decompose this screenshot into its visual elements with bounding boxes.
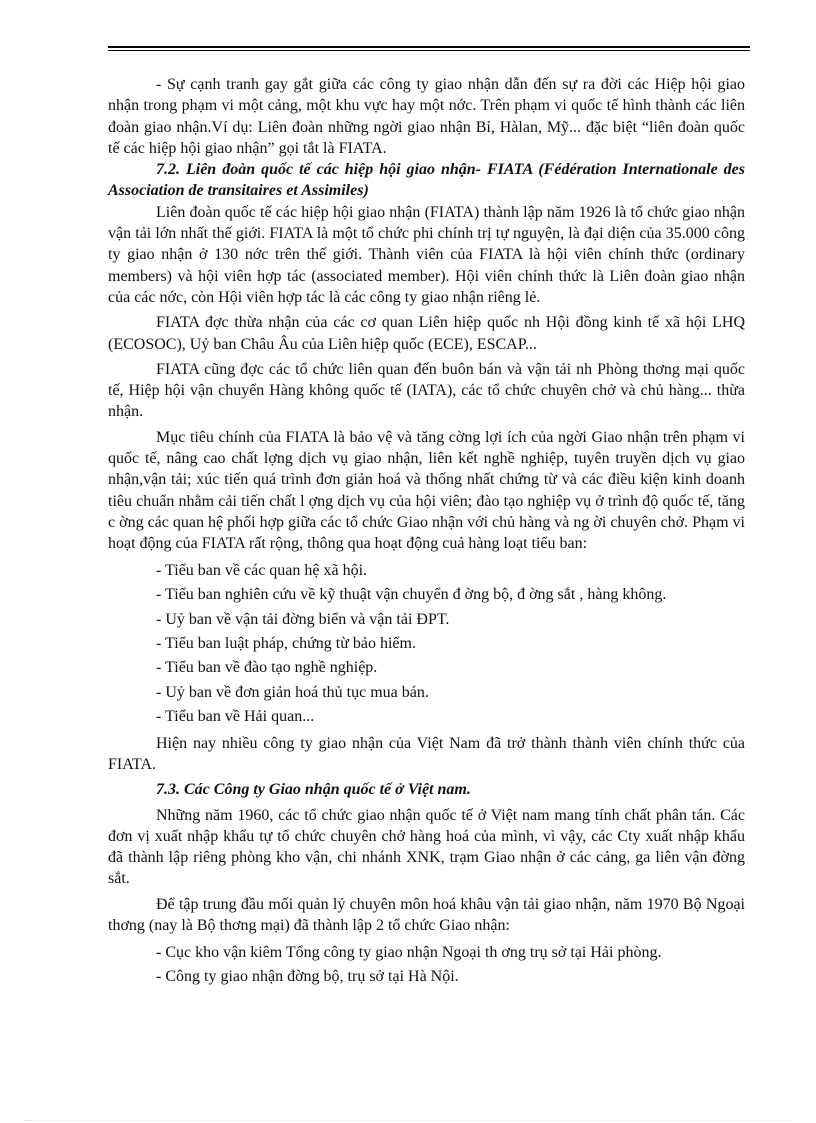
header-rule-thin — [108, 50, 750, 51]
paragraph-fiata-recognition: FIATA đợc thừa nhận của các cơ quan Liên hiệp quốc nh Hội đồng kinh tế xã hội LHQ (ECOSOC), Uỷ ban Châu Âu của Liên hiệp quốc (ECE), ESCAP... — [108, 314, 745, 353]
list-item: - Uỷ ban về vận tải đờng biển và vận tải ĐPT. — [156, 610, 450, 628]
list-item: - Tiểu ban về Hải quan... — [156, 707, 315, 725]
list-item: - Uỷ ban về đơn giản hoá thủ tục mua bán. — [156, 683, 429, 701]
header-rule — [108, 46, 750, 48]
section-heading-7-2: 7.2. Liên đoàn quốc tế các hiệp hội giao nhận- FIATA (Fédération Internationale des Association de transitaires et Assimiles) — [108, 161, 745, 200]
paragraph-vietnam-1960s: Những năm 1960, các tổ chức giao nhận quốc tế ở Việt nam mang tính chất phân tán. Các đơn vị xuất nhập khẩu tự tổ chức chuyên chở hàng hoá của mình, vì vậy, các Cty xuất nhập khẩu đã thành lập riêng phòng kho vận, chi nhánh XNK, trạm Giao nhận ở các cảng, ga liên vận đờng sắt. — [108, 806, 745, 888]
list-item: - Tiểu ban về các quan hệ xã hội. — [156, 562, 368, 580]
list-item: - Tiểu ban về đào tạo nghề nghiệp. — [156, 659, 378, 677]
paragraph-intro: - Sự cạnh tranh gay gắt giữa các công ty giao nhận dẫn đến sự ra đời các Hiệp hội giao nhận trong phạm vi một cảng, một khu vực hay một nớc. Trên phạm vi quốc tế hình thành các liên đoàn giao nhận.Ví dụ: Liên đoàn những ngời giao nhận Bỉ, Hàlan, Mỹ... đặc biệt “liên đoàn quốc tế các hiệp hội giao nhận” gọi tắt là FIATA. — [108, 76, 745, 157]
footer-rule — [24, 1120, 792, 1121]
list-item: - Cục kho vận kiêm Tổng công ty giao nhận Ngoại th ơng trụ sở tại Hải phòng. — [156, 943, 662, 961]
paragraph-fiata-also-recognized: FIATA cũng đợc các tổ chức liên quan đến buôn bán và vận tải nh Phòng thơng mại quốc tế, Hiệp hội vận chuyển Hàng không quốc tế (IATA), các tổ chức chuyên chở và chủ hàng... thừa nhận. — [108, 360, 745, 421]
list-item: - Tiểu ban nghiên cứu về kỹ thuật vận chuyển đ ờng bộ, đ ờng sắt , hàng không. — [156, 586, 667, 604]
paragraph-fiata-objectives: Mục tiêu chính của FIATA là bảo vệ và tăng cờng lợi ích của ngời Giao nhận trên phạm vi quốc tế, nâng cao chất lợng dịch vụ giao nhận, liên kết nghề nghiệp, tuyên truyền dịch vụ giao nhận,vận tải; xúc tiến quá trình đơn giản hoá và thống nhất chứng từ và các điều kiện kinh doanh tiêu chuẩn nhằm cải tiến chất l ợng dịch vụ của hội viên; đào tạo nghiệp vụ ở trình độ quốc tế, tăng c ờng các quan hệ phối hợp giữa các tổ chức Giao nhận với chủ hàng và ng ời chuyên chở. Phạm vi hoạt động của FIATA rất rộng, thông qua hoạt động cuả hàng loạt tiểu ban: — [108, 428, 745, 553]
document-body — [108, 74, 745, 989]
paragraph-vietnam-1970: Để tập trung đầu mối quản lý chuyên môn hoá khâu vận tải giao nhận, năm 1970 Bộ Ngoại thơng (nay là Bộ thơng mại) đã thành lập 2 tổ chức Giao nhận: — [108, 895, 745, 934]
list-item: - Tiểu ban luật pháp, chứng từ bảo hiểm. — [156, 634, 416, 652]
section-heading-7-3: 7.3. Các Công ty Giao nhận quốc tế ở Việt nam. — [156, 781, 471, 799]
paragraph-vietnam-members: Hiện nay nhiều công ty giao nhận của Việt Nam đã trở thành thành viên chính thức của FIATA. — [108, 734, 745, 773]
list-item: - Công ty giao nhận đờng bộ, trụ sở tại Hà Nội. — [156, 968, 459, 986]
paragraph-fiata-overview: Liên đoàn quốc tế các hiệp hội giao nhận (FIATA) thành lập năm 1926 là tổ chức giao nhận vận tải lớn nhất thế giới. FIATA là một tổ chức phi chính trị tự nguyện, là đại diện của 35.000 công ty giao nhận ở 130 nớc trên thế giới. Thành viên của FIATA là hội viên chính thức (ordinary members) và hội viên hợp tác (associated member). Hội viên chính thức là Liên đoàn giao nhận của các nớc, còn Hội viên hợp tác là các công ty giao nhận riêng lẻ. — [108, 203, 745, 306]
